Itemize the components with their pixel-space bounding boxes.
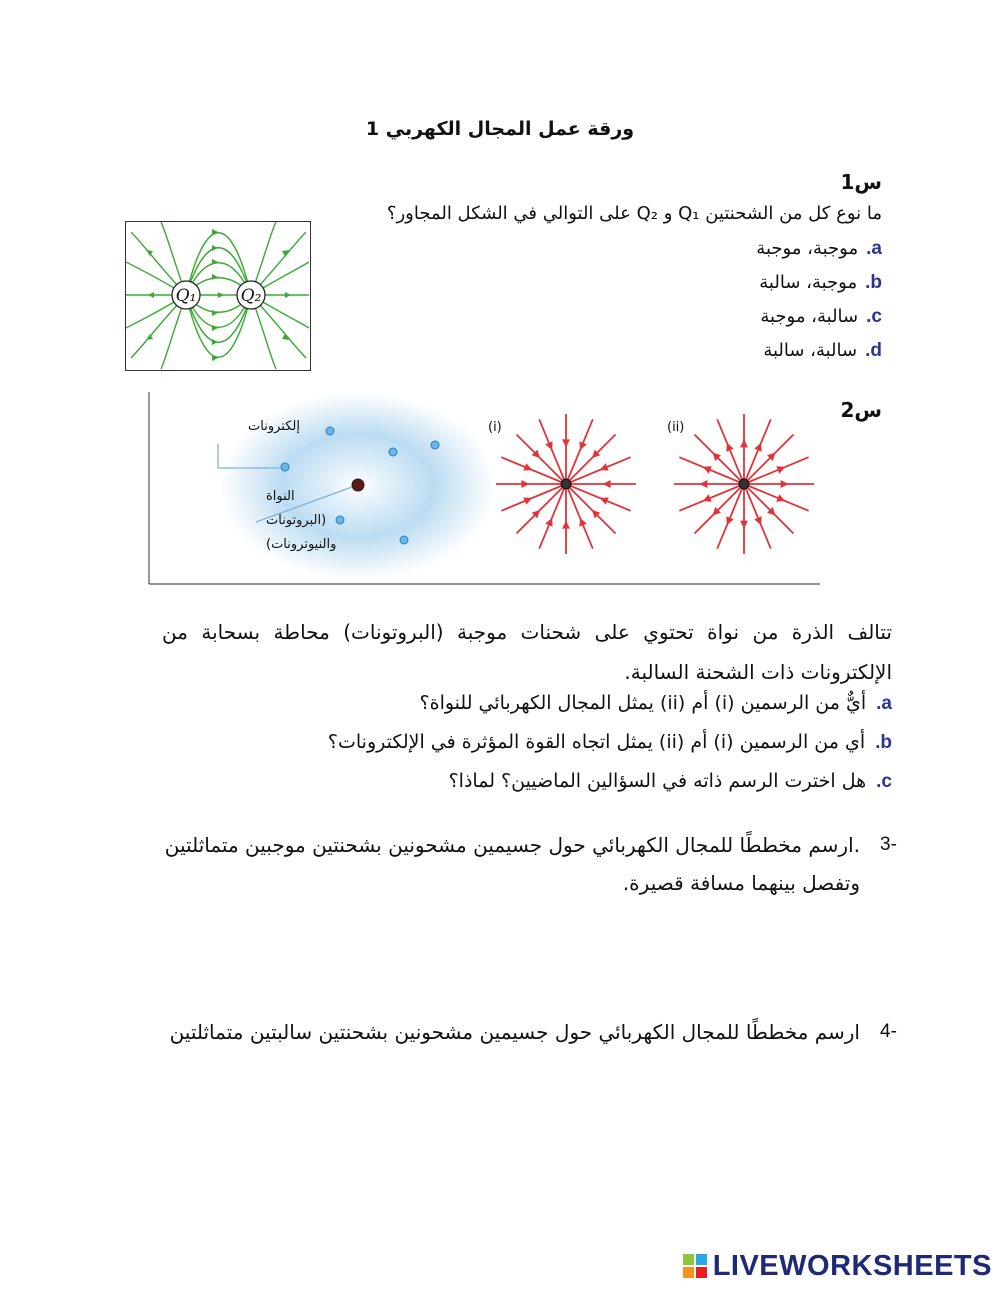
sub-question-b[interactable]	[328, 731, 892, 754]
field-arrow	[740, 521, 748, 529]
option-c[interactable]	[760, 306, 882, 328]
option-letter: a.	[866, 238, 882, 259]
field-diagram-i	[496, 414, 636, 554]
diagram-i-label: (i)	[488, 420, 502, 435]
field-line	[566, 435, 615, 484]
sub-text: أي من الرسمين (i) أم (ii) يمثل اتجاه القوة المؤثرة في الإلكترونات؟	[327, 731, 866, 753]
nucleus-label: النواة	[266, 489, 295, 504]
question-1-label: س1	[840, 170, 882, 194]
field-arrow	[212, 245, 218, 251]
field-arrow	[781, 480, 789, 488]
charge-q1-label: Q₁	[175, 286, 197, 306]
nucleus	[352, 479, 364, 491]
field-line	[744, 484, 793, 533]
field-arrow	[562, 521, 570, 529]
field-diagram-ii	[674, 414, 814, 554]
question-4-text: ارسم مخططًا للمجال الكهربائي حول جسيمين مشحونين بشحنتين سالبتين متماثلتين	[169, 1020, 860, 1044]
sub-letter: c.	[876, 771, 892, 792]
electron	[326, 427, 334, 435]
field-arrow	[521, 480, 529, 488]
dipole-field-diagram	[126, 222, 309, 369]
electron	[431, 441, 439, 449]
atom-figure	[148, 392, 820, 586]
sub-question-a[interactable]	[420, 692, 892, 715]
dipole-field-figure	[125, 221, 311, 371]
nucleus-label: والنيوترونات)	[266, 537, 337, 552]
liveworksheets-logo	[683, 1250, 992, 1283]
field-arrow	[562, 439, 570, 447]
logo-text: LIVEWORKSHEETS	[712, 1250, 992, 1282]
electrons-label: إلكترونات	[248, 419, 300, 434]
question-3-line-2: وتفصل بينهما مسافة قصيرة.	[622, 871, 860, 895]
sub-text: هل اخترت الرسم ذاته في السؤالين الماضيين؟ لماذا؟	[448, 770, 867, 792]
field-arrow	[603, 480, 611, 488]
field-arrow	[148, 292, 154, 298]
nucleus-label: (البروتونات	[266, 513, 327, 528]
field-arrow	[218, 292, 224, 298]
option-text: موجبة، موجبة	[756, 238, 859, 259]
electron	[336, 516, 344, 524]
option-text: موجبة، سالبة	[759, 272, 858, 293]
question-3-line-1: .ارسم مخططًا للمجال الكهربائي حول جسيمين مشحونين بشحنتين موجبين متماثلتين	[164, 833, 860, 857]
field-arrow	[212, 310, 218, 316]
field-arrow	[212, 325, 218, 331]
option-letter: b.	[865, 272, 882, 293]
option-a[interactable]	[756, 238, 882, 260]
option-letter: d.	[865, 340, 882, 361]
option-d[interactable]	[763, 340, 882, 362]
sub-letter: b.	[875, 732, 892, 753]
field-line	[695, 435, 744, 484]
charge-q2-label: Q₂	[240, 286, 262, 306]
field-arrow	[285, 292, 291, 298]
question-4-number: -4	[880, 1021, 897, 1042]
center-charge	[561, 479, 571, 489]
field-line	[744, 435, 793, 484]
field-line	[517, 435, 566, 484]
electron	[389, 448, 397, 456]
option-letter: c.	[866, 306, 882, 327]
question-2-label: س2	[840, 398, 882, 422]
field-line	[695, 484, 744, 533]
atom-and-field-diagrams	[148, 392, 820, 586]
sub-text: أيٌّ من الرسمين (i) أم (ii) يمثل المجال الكهربائي للنواة؟	[419, 692, 867, 714]
field-line	[517, 484, 566, 533]
field-arrow	[212, 259, 218, 265]
question-1-text: ما نوع كل من الشحنتين Q₁ و Q₂ على التوالي في الشكل المجاور؟	[386, 203, 882, 224]
question-2-paragraph: تتالف الذرة من نواة تحتوي على شحنات موجبة (البروتونات) محاطة بسحابة من الإلكترونات ذات الشحنة السالبة.	[162, 620, 892, 684]
option-text: سالبة، سالبة	[763, 340, 858, 361]
logo-icon	[683, 1254, 709, 1280]
field-arrow	[740, 439, 748, 447]
option-text: سالبة، موجبة	[760, 306, 859, 327]
sub-question-c[interactable]	[449, 770, 892, 793]
center-charge	[739, 479, 749, 489]
field-arrow	[699, 480, 707, 488]
page-title: ورقة عمل المجال الكهربي 1	[365, 118, 635, 140]
sub-letter: a.	[876, 693, 892, 714]
question-3-text	[140, 826, 860, 902]
question-3-number: -3	[880, 834, 897, 855]
field-arrow	[212, 339, 218, 345]
field-line	[566, 484, 615, 533]
field-arrow	[212, 274, 218, 280]
electron	[400, 536, 408, 544]
diagram-ii-label: (ii)	[667, 420, 685, 435]
option-b[interactable]	[759, 272, 882, 294]
electron	[281, 463, 289, 471]
